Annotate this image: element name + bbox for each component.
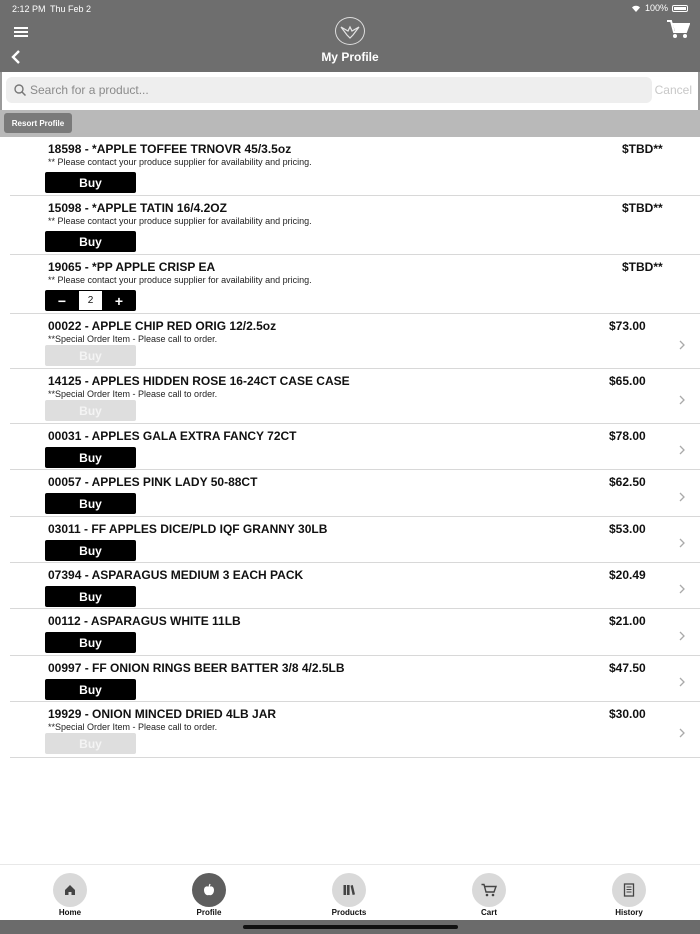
product-title: 00997 - FF ONION RINGS BEER BATTER 3/8 4/2.5LB — [48, 661, 345, 675]
tab-history[interactable] — [589, 873, 669, 917]
search-input[interactable] — [30, 80, 630, 100]
product-row[interactable] — [10, 702, 700, 758]
eagle-logo-icon — [340, 23, 360, 39]
tab-home[interactable] — [30, 873, 110, 917]
buy-button: Buy — [45, 345, 136, 366]
chevron-right-icon — [678, 727, 686, 739]
books-icon — [332, 873, 366, 907]
buy-button: Buy — [45, 400, 136, 421]
page-title: My Profile — [321, 50, 379, 64]
product-note: ** Please contact your produce supplier for availability and pricing. — [48, 275, 312, 285]
buy-button[interactable]: Buy — [45, 632, 136, 653]
product-title: 15098 - *APPLE TATIN 16/4.2OZ — [48, 201, 227, 215]
product-row[interactable] — [10, 656, 700, 702]
product-price: $62.50 — [609, 475, 646, 489]
status-date: Thu Feb 2 — [50, 4, 92, 14]
product-price: $21.00 — [609, 614, 646, 628]
product-title: 00112 - ASPARAGUS WHITE 11LB — [48, 614, 241, 628]
cancel-button[interactable]: Cancel — [654, 83, 692, 97]
product-row[interactable] — [10, 424, 700, 470]
product-price: $TBD** — [622, 260, 663, 274]
chevron-right-icon — [678, 491, 686, 503]
quantity-stepper[interactable] — [45, 290, 136, 311]
product-title: 00031 - APPLES GALA EXTRA FANCY 72CT — [48, 429, 297, 443]
product-price: $TBD** — [622, 142, 663, 156]
product-title: 18598 - *APPLE TOFFEE TRNOVR 45/3.5oz — [48, 142, 292, 156]
tab-bar — [0, 864, 700, 920]
product-price: $47.50 — [609, 661, 646, 675]
status-right — [631, 3, 688, 13]
buy-button[interactable]: Buy — [45, 586, 136, 607]
buy-button[interactable]: Buy — [45, 231, 136, 252]
product-row[interactable] — [10, 196, 700, 255]
chevron-right-icon — [678, 676, 686, 688]
product-note: **Special Order Item - Please call to order. — [48, 389, 218, 399]
product-title: 00022 - APPLE CHIP RED ORIG 12/2.5oz — [48, 319, 277, 333]
search-field[interactable] — [6, 77, 652, 103]
buy-button[interactable]: Buy — [45, 447, 136, 468]
quantity-value[interactable]: 2 — [79, 291, 102, 310]
top-bar — [0, 0, 700, 72]
tab-profile[interactable] — [169, 873, 249, 917]
product-row[interactable] — [10, 470, 700, 517]
buy-button[interactable]: Buy — [45, 540, 136, 561]
product-price: $65.00 — [609, 374, 646, 388]
search-icon — [14, 84, 26, 96]
product-title: 14125 - APPLES HIDDEN ROSE 16-24CT CASE CASE — [48, 374, 350, 388]
chevron-right-icon — [678, 537, 686, 549]
document-icon — [612, 873, 646, 907]
apple-icon — [192, 873, 226, 907]
product-title: 19065 - *PP APPLE CRISP EA — [48, 260, 216, 274]
product-price: $53.00 — [609, 522, 646, 536]
tab-label: Home — [58, 908, 82, 917]
increment-button[interactable]: + — [114, 292, 124, 309]
product-price: $TBD** — [622, 201, 663, 215]
product-row[interactable] — [10, 255, 700, 314]
wifi-icon — [631, 4, 641, 12]
tab-label: History — [615, 908, 643, 917]
product-note: ** Please contact your produce supplier for availability and pricing. — [48, 216, 312, 226]
product-price: $30.00 — [609, 707, 646, 721]
tab-label: Products — [331, 908, 367, 917]
buy-button[interactable]: Buy — [45, 172, 136, 193]
decrement-button[interactable]: − — [57, 292, 67, 309]
chevron-right-icon — [678, 444, 686, 456]
product-row[interactable] — [10, 137, 700, 196]
resort-profile-button[interactable]: Resort Profile — [4, 113, 72, 133]
product-row[interactable] — [10, 563, 700, 609]
product-row[interactable] — [10, 369, 700, 424]
resort-strip — [0, 110, 700, 137]
battery-icon — [672, 5, 688, 12]
search-bar — [0, 72, 700, 110]
product-note: **Special Order Item - Please call to order. — [48, 722, 218, 732]
product-title: 03011 - FF APPLES DICE/PLD IQF GRANNY 30LB — [48, 522, 328, 536]
cart-icon — [472, 873, 506, 907]
tab-cart[interactable] — [449, 873, 529, 917]
product-price: $73.00 — [609, 319, 646, 333]
home-bar — [0, 920, 700, 934]
logo — [335, 17, 365, 45]
tab-label: Cart — [480, 908, 497, 917]
product-row[interactable] — [10, 609, 700, 656]
home-indicator[interactable] — [243, 925, 458, 929]
hamburger-menu-icon[interactable] — [14, 27, 28, 37]
product-price: $20.49 — [609, 568, 646, 582]
product-row[interactable] — [10, 517, 700, 563]
chevron-right-icon — [678, 339, 686, 351]
product-title: 07394 - ASPARAGUS MEDIUM 3 EACH PACK — [48, 568, 304, 582]
buy-button[interactable]: Buy — [45, 679, 136, 700]
tab-products[interactable] — [309, 873, 389, 917]
chevron-right-icon — [678, 630, 686, 642]
chevron-right-icon — [678, 583, 686, 595]
status-time: 2:12 PM — [12, 4, 46, 14]
product-row[interactable] — [10, 314, 700, 369]
battery-percent: 100% — [644, 3, 668, 13]
product-note: **Special Order Item - Please call to order. — [48, 334, 218, 344]
tab-label: Profile — [196, 908, 222, 917]
product-note: ** Please contact your produce supplier for availability and pricing. — [48, 157, 312, 167]
buy-button[interactable]: Buy — [45, 493, 136, 514]
buy-button: Buy — [45, 733, 136, 754]
home-icon — [53, 873, 87, 907]
product-title: 19929 - ONION MINCED DRIED 4LB JAR — [48, 707, 277, 721]
chevron-right-icon — [678, 394, 686, 406]
product-title: 00057 - APPLES PINK LADY 50-88CT — [48, 475, 258, 489]
product-price: $78.00 — [609, 429, 646, 443]
cart-icon[interactable] — [666, 19, 690, 39]
